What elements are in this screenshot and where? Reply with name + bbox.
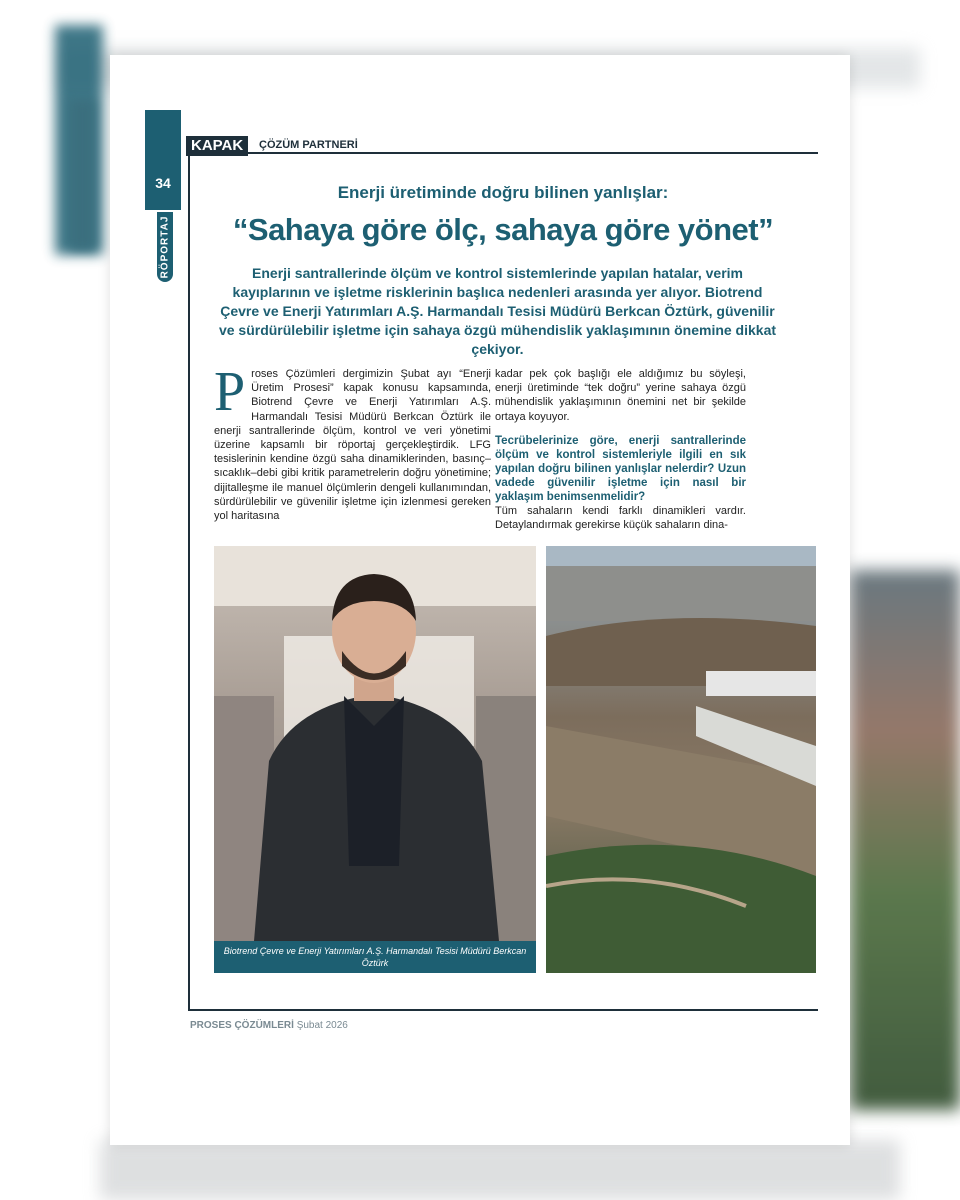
portrait-illustration xyxy=(214,546,536,941)
aerial-illustration xyxy=(546,546,816,973)
section-partner: ÇÖZÜM PARTNERİ xyxy=(259,139,358,151)
background-blur-bottom xyxy=(100,1140,900,1200)
article-column-2 xyxy=(495,367,746,532)
column-2-text: kadar pek çok başlığı ele aldığımız bu söyleşi, enerji üretiminde “tek doğru” yerine sahaya özgü mühendislik yaklaşımının önemini net bir şekilde ortaya koyuyor. xyxy=(495,368,746,423)
portrait-photo xyxy=(214,546,536,941)
article-kicker: Enerji üretiminde doğru bilinen yanlışlar: xyxy=(337,183,669,202)
column-1-text: roses Çözümleri dergimizin Şubat ayı “Enerji Üretim Prosesi” kapak konusu kapsamında, Biotrend Çevre ve Enerji Yatırımları A.Ş. Harmandalı Tesisi Müdürü Berkcan Öztürk ile enerji santrallerinde ölçüm, kontrol ve veri yönetimi üzerine kapsamlı bir röportaj gerçekleştirdik. LFG tesislerinin kendine özgü saha dinamiklerinden, basınç–sıcaklık–debi gibi kritik parametrelerin doğru yönetimine; dijitalleşme ile manuel ölçümlerin dengeli kullanımından, sürdürülebilir ve güvenilir işletme için izlenmesi gereken yol haritasına xyxy=(214,368,491,523)
photo-caption: Biotrend Çevre ve Enerji Yatırımları A.Ş. Harmandalı Tesisi Müdürü Berkcan Öztürk xyxy=(214,941,536,973)
category-label: RÖPORTAJ xyxy=(159,215,171,279)
article-lead: Enerji santrallerinde ölçüm ve kontrol sistemlerinde yapılan hatalar, verim kayıplarının ve işletme risklerinin başlıca nedenleri arasında yer alıyor. Biotrend Çevre ve Enerji Yatırımları A.Ş. Harmandalı Tesisi Müdürü Berkcan Öztürk, güvenilir ve sürdürülebilir işletme için sahaya özgü mühendislik yaklaşımının önemine dikkat çekiyor. xyxy=(218,265,777,357)
article-column-1 xyxy=(214,361,491,523)
landfill-aerial-photo xyxy=(546,546,816,973)
section-kapak: KAPAK xyxy=(186,136,248,156)
interview-question: Tecrübelerinize göre, enerji santrallerinde ölçüm ve kontrol sistemleriyle ilgili en sık yapılan doğru bilinen yanlışlar nelerdir? Uzun vadede güvenilir işletme için nasıl bir yaklaşım benimsenmelidir? xyxy=(495,434,746,503)
background-blur-left-inner xyxy=(70,100,95,250)
footer-issue: Şubat 2026 xyxy=(296,1020,348,1031)
article-title: “Sahaya göre ölç, sahaya göre yönet” xyxy=(232,212,774,247)
page-number: 34 xyxy=(155,175,171,191)
background-blur-right xyxy=(850,570,960,1110)
drop-cap: P xyxy=(214,361,246,423)
interview-answer: Tüm sahaların kendi farklı dinamikleri vardır. Detaylandırmak gerekirse küçük sahaların dina- xyxy=(495,504,746,532)
category-tab xyxy=(157,212,173,282)
footer-magazine: PROSES ÇÖZÜMLERİ xyxy=(190,1020,294,1031)
page-side-tab xyxy=(145,110,181,210)
page-footer xyxy=(190,1020,348,1031)
